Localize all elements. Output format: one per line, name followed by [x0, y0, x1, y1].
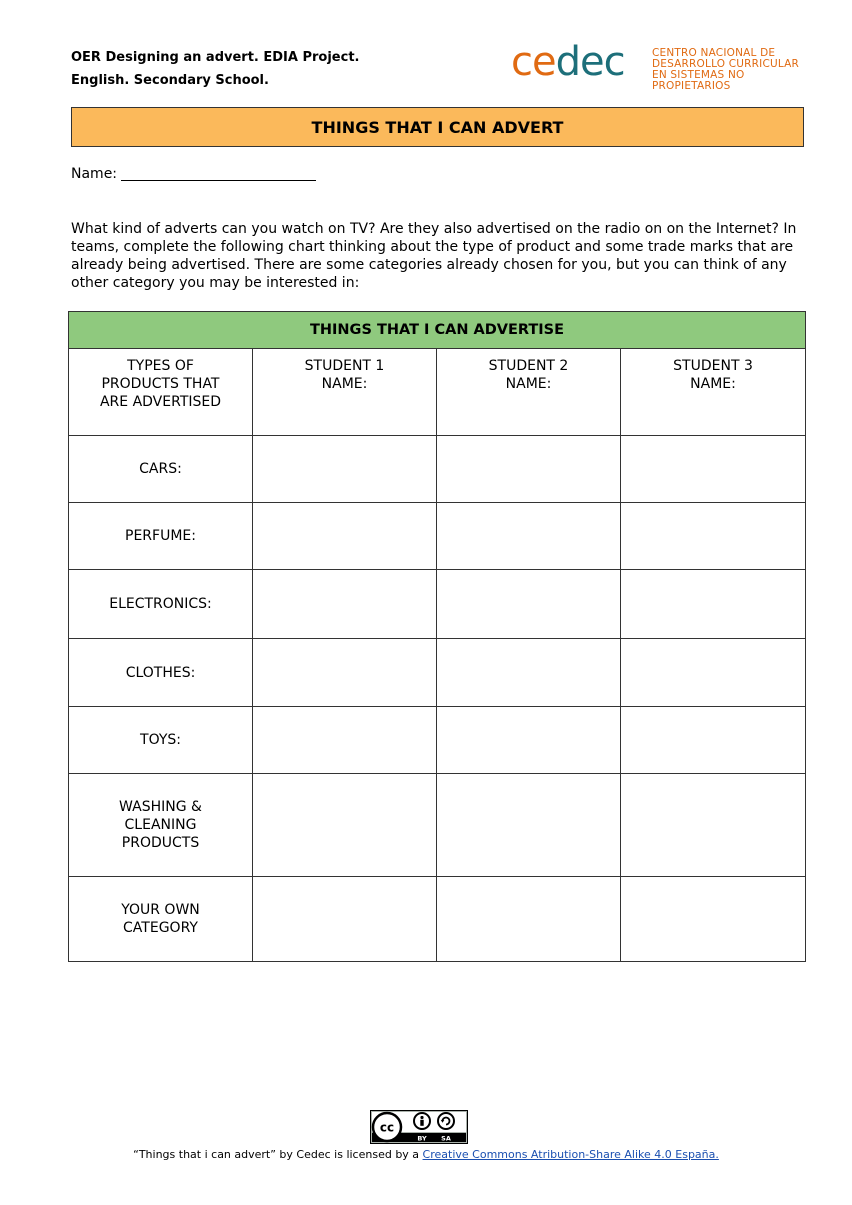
category-perfume: PERFUME:: [69, 503, 253, 570]
answer-cell[interactable]: [621, 877, 806, 962]
answer-cell[interactable]: [253, 436, 437, 503]
category-toys: TOYS:: [69, 707, 253, 774]
cedec-logo: [511, 39, 811, 92]
table-row: [69, 436, 806, 503]
name-blank-line[interactable]: [121, 164, 316, 181]
answer-cell[interactable]: [253, 774, 437, 877]
answer-cell[interactable]: [437, 570, 621, 639]
svg-text:SA: SA: [441, 1134, 451, 1143]
table-row: [69, 707, 806, 774]
category-your-own: YOUR OWN CATEGORY: [69, 877, 253, 962]
worksheet-title: THINGS THAT I CAN ADVERT: [71, 107, 804, 147]
license-footer: [0, 1148, 852, 1161]
answer-cell[interactable]: [253, 639, 437, 707]
answer-cell[interactable]: [253, 707, 437, 774]
table-row: [69, 570, 806, 639]
student-3-header[interactable]: STUDENT 3 NAME:: [621, 349, 806, 436]
category-cars: CARS:: [69, 436, 253, 503]
answer-cell[interactable]: [621, 774, 806, 877]
answer-cell[interactable]: [437, 503, 621, 570]
intro-paragraph: What kind of adverts can you watch on TV? Are they also advertised on the radio on on the Internet? In teams, complete the following chart thinking about the type of product and some trade marks that are already being advertised. There are some categories already chosen for you, but you can think of any other category you may be interested in:: [71, 221, 797, 291]
answer-cell[interactable]: [253, 570, 437, 639]
svg-text:cc: cc: [379, 1120, 395, 1135]
answer-cell[interactable]: [621, 570, 806, 639]
header-line-1: OER Designing an advert. EDIA Project.: [71, 50, 360, 65]
answer-cell[interactable]: [621, 639, 806, 707]
cc-license-icon: [370, 1110, 468, 1144]
answer-cell[interactable]: [437, 639, 621, 707]
answer-cell[interactable]: [437, 436, 621, 503]
table-row: [69, 639, 806, 707]
answer-cell[interactable]: [437, 774, 621, 877]
answer-cell[interactable]: [621, 707, 806, 774]
answer-cell[interactable]: [437, 707, 621, 774]
advertise-chart: [68, 311, 806, 962]
header-line-2: English. Secondary School.: [71, 73, 269, 88]
answer-cell[interactable]: [621, 436, 806, 503]
table-row: [69, 503, 806, 570]
category-washing-cleaning: WASHING & CLEANING PRODUCTS: [69, 774, 253, 877]
document-header: [71, 46, 359, 92]
chart-title: THINGS THAT I CAN ADVERTISE: [69, 312, 806, 349]
name-field: [71, 164, 316, 182]
table-row: [69, 774, 806, 877]
cedec-logo-subtitle: CENTRO NACIONAL DE DESARROLLO CURRICULAR EN SISTEMAS NO PROPIETARIOS: [652, 47, 800, 92]
answer-cell[interactable]: [253, 503, 437, 570]
license-link[interactable]: Creative Commons Atribution-Share Alike 4.0 España.: [422, 1148, 719, 1161]
types-of-products-header: TYPES OF PRODUCTS THAT ARE ADVERTISED: [69, 349, 253, 436]
license-text: “Things that i can advert” by Cedec is licensed by a: [133, 1148, 423, 1161]
svg-text:BY: BY: [417, 1134, 427, 1143]
category-electronics: ELECTRONICS:: [69, 570, 253, 639]
student-2-header[interactable]: STUDENT 2 NAME:: [437, 349, 621, 436]
name-label: Name:: [71, 166, 118, 182]
student-1-header[interactable]: STUDENT 1 NAME:: [253, 349, 437, 436]
answer-cell[interactable]: [621, 503, 806, 570]
answer-cell[interactable]: [437, 877, 621, 962]
chart-header-row: [69, 349, 806, 436]
category-clothes: CLOTHES:: [69, 639, 253, 707]
cedec-logo-wordmark: cedec: [511, 39, 625, 85]
answer-cell[interactable]: [253, 877, 437, 962]
cc-by-sa-badge[interactable]: [370, 1110, 468, 1144]
table-row: [69, 877, 806, 962]
